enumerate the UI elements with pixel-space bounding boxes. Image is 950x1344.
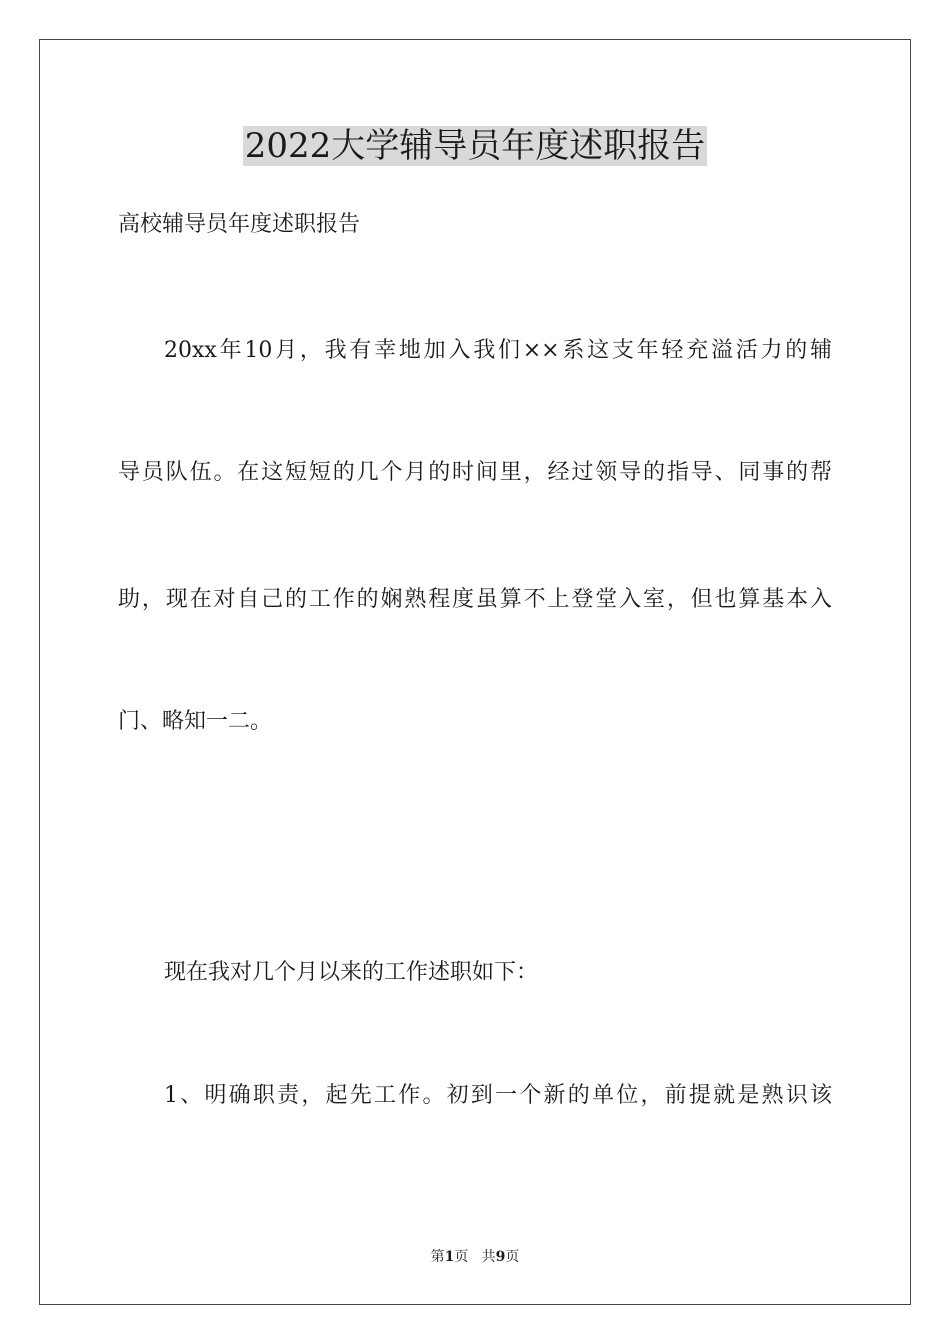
document-subtitle: 高校辅导员年度述职报告 xyxy=(118,212,361,237)
document-title-text: 2022大学辅导员年度述职报告 xyxy=(244,126,706,166)
paragraph-1-line-4: 门、略知一二。 xyxy=(118,709,273,734)
footer-page-current: 1 xyxy=(444,1249,455,1265)
document-title xyxy=(0,122,950,170)
page-footer xyxy=(0,1247,950,1267)
paragraph-1-line-2: 导员队伍。在这短短的几个月的时间里，经过领导的指导、同事的帮 xyxy=(118,460,832,485)
footer-total-pages: 9 xyxy=(495,1249,506,1265)
footer-page-prefix: 第 xyxy=(430,1249,445,1265)
paragraph-1-line-1: 20xx年10月，我有幸地加入我们××系这支年轻充溢活力的辅 xyxy=(164,338,832,363)
paragraph-1-line-3: 助，现在对自己的工作的娴熟程度虽算不上登堂入室，但也算基本入 xyxy=(118,587,832,612)
paragraph-3-line-1: 1、明确职责，起先工作。初到一个新的单位，前提就是熟识该 xyxy=(164,1083,832,1108)
footer-page-suffix: 页 xyxy=(454,1249,469,1265)
footer-total-prefix: 共 xyxy=(481,1249,496,1265)
paragraph-2: 现在我对几个月以来的工作述职如下： xyxy=(164,960,539,985)
footer-total-suffix: 页 xyxy=(505,1249,520,1265)
